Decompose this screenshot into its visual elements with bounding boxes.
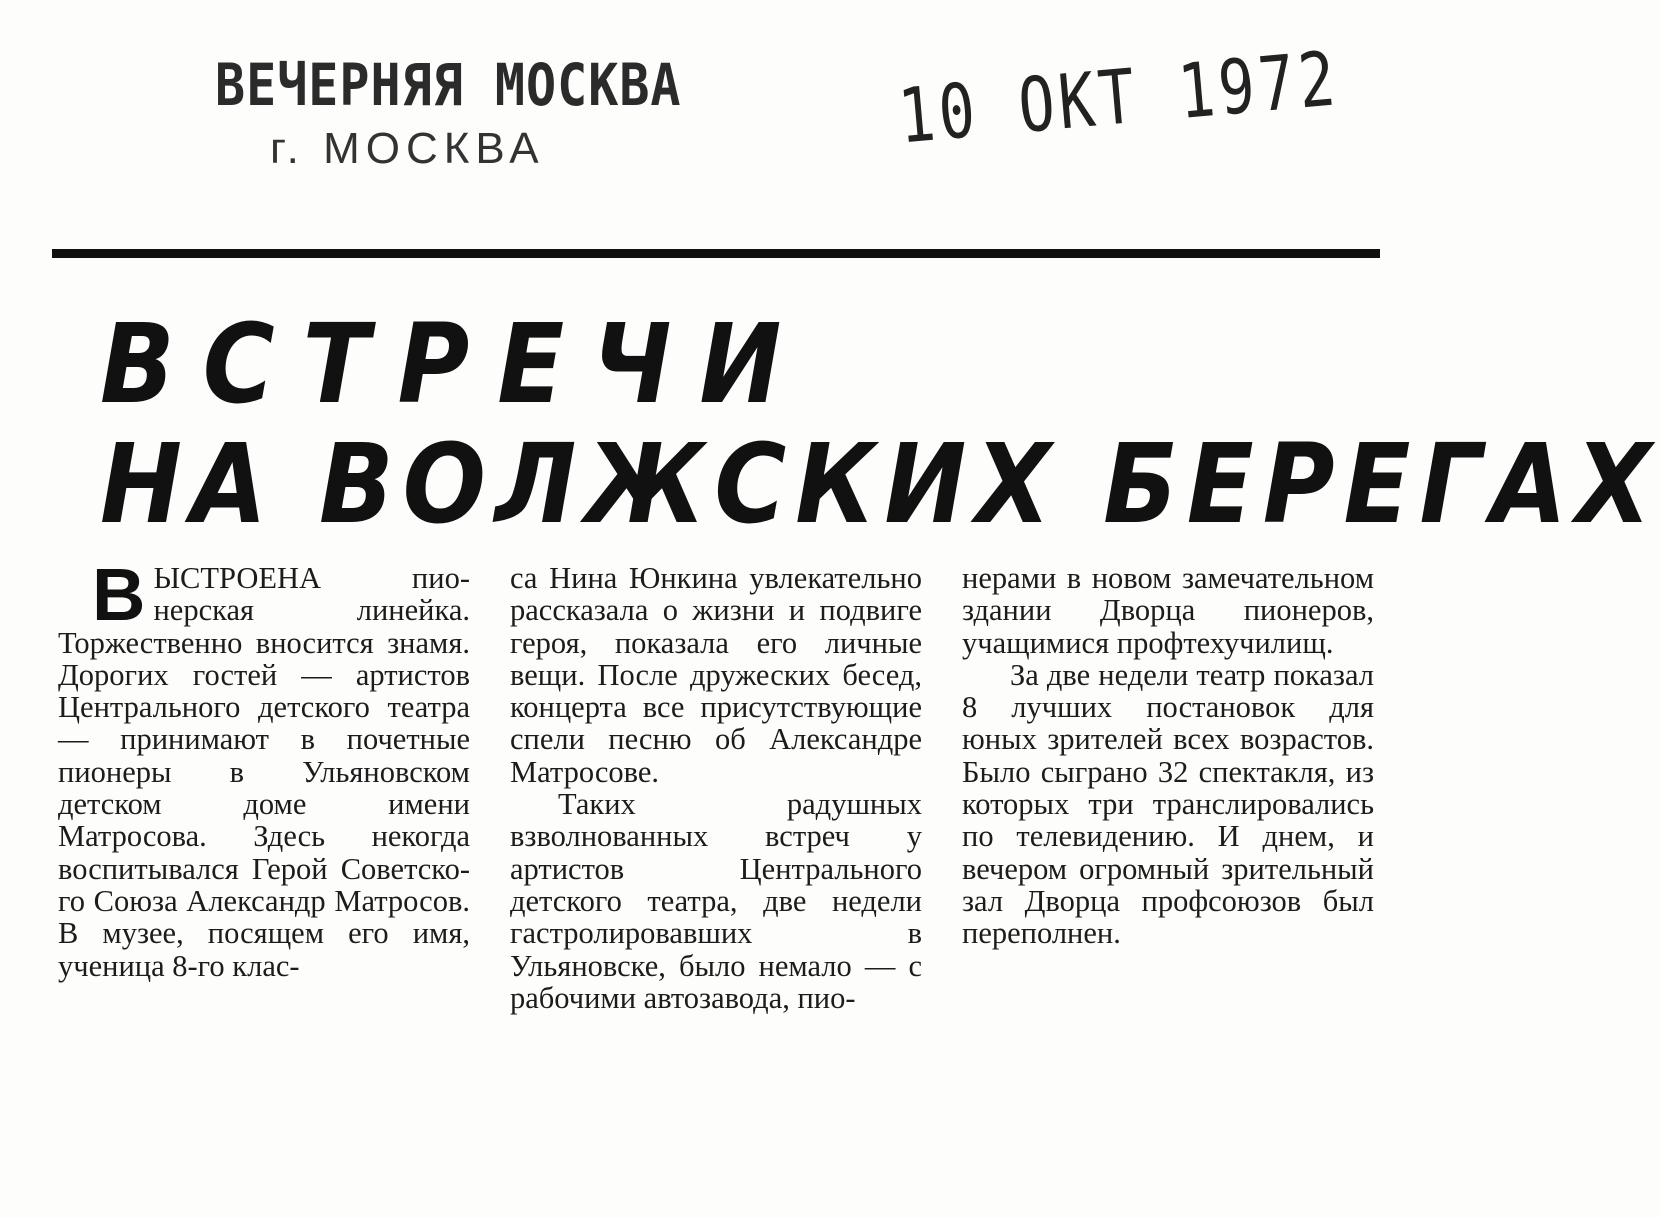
article-paragraph-2: Таких радушных взволнованных встреч у артистов Центрального детского театра, две недели гастролировавших в Ульяновске, было немало — с рабочими автозавода, пио- [510,787,922,1015]
article-paragraph-1: ВЫСТРОЕНА пионерская линейка. Торжественно вносится знамя. Дорогих гостей — артистов Центрального детского театра — принимают в почетные пионеры в Ульяновском детском доме имени Матросова. Здесь некогда воспитывался Герой Советского Союза Александр Матросов. В музее, посящем его имя, ученица 8-го клас- [58,553,470,983]
article-paragraph-2-cont: нерами в новом замечательном здании Дворца пионеров, учащимися профтехучилищ. [962,561,1374,660]
city-stamp: г. МОСКВА [270,124,545,173]
article-column-1 [58,553,470,983]
article-column-2 [510,562,922,1014]
headline-line-2: НА ВОЛЖСКИХ БЕРЕГАХ [100,421,1660,549]
date-stamp: 10 ОКТ 1972 [895,35,1343,162]
header-divider [52,249,1380,258]
drop-cap: В [92,553,146,636]
article-paragraph-1-cont: са Нина Юнкина увлекательно рассказала о жизни и подвиге героя, показала его личные вещи. После дружеских бесед, концерта все присутствующие спели песню об Александре Матросове. [510,561,922,789]
headline-line-1: ВСТРЕЧИ [100,301,810,429]
article-paragraph-3: За две недели театр показал 8 лучших постановок для юных зрителей всех возрастов. Было сыграно 32 спектакля, из которых три транслировались по телевидению. И днем, и вечером огромный зрительный зал Дворца профсоюзов был переполнен. [962,657,1374,951]
article-column-3 [962,562,1374,950]
newspaper-name-stamp: ВЕЧЕРНЯЯ МОСКВА [215,52,682,119]
